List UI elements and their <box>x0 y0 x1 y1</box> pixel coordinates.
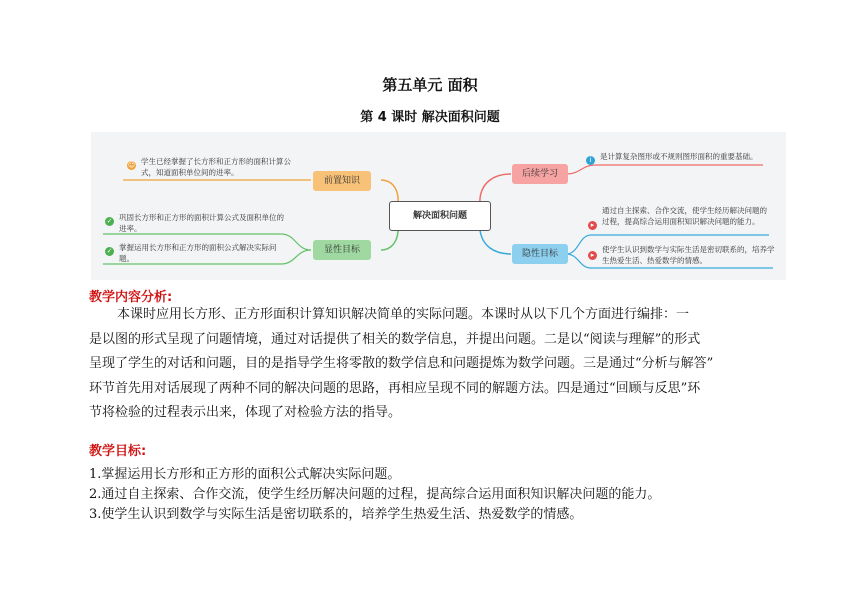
goal-item: 2.通过自主探索、合作交流，使学生经历解决问题的过程，提高综合运用面积知识解决问题的能力。 <box>89 487 661 502</box>
check-icon: ✓ <box>106 247 113 255</box>
branch-implicit-goal: 隐性目标 <box>512 244 568 264</box>
analysis-line: 呈现了学生的对话和问题，目的是指导学生将零散的数学信息和问题提炼为数学问题。三是通过“分析与解答” <box>89 356 714 371</box>
analysis-line: 本课时应用长方形、正方形面积计算知识解决简单的实际问题。本课时从以下几个方面进行编排：一 <box>117 307 690 322</box>
implicit-goal-text-1: 通过自主探索、合作交流，使学生经历解决问题的过程，提高综合运用面积知识解决问题的能力。 <box>602 206 767 226</box>
analysis-line: 节将检验的过程表示出来，体现了对检验方法的指导。 <box>89 405 402 420</box>
follow-up-text: 是计算复杂图形或不规则图形面积的重要基础。 <box>600 152 758 161</box>
smile-icon: ☺ <box>127 161 136 169</box>
flag-icon: ▸ <box>588 221 597 230</box>
explicit-goal-text-2: 掌握运用长方形和正方形的面积公式解决实际问题。 <box>119 243 277 263</box>
prior-knowledge-text: 学生已经掌握了长方形和正方形的面积计算公式，知道面积单位间的进率。 <box>141 157 291 177</box>
analysis-line: 环节首先用对话展现了两种不同的解决问题的思路，再相应呈现不同的解题方法。四是通过“回顾与反思”环 <box>89 380 701 396</box>
analysis-heading: 教学内容分析: <box>89 290 173 305</box>
branch-prior-knowledge: 前置知识 <box>313 171 371 191</box>
lesson-subtitle: 第 4 课时 解决面积问题 <box>360 110 500 125</box>
flag-icon: ▸ <box>588 251 597 260</box>
goal-item: 1.掌握运用长方形和正方形的面积公式解决实际问题。 <box>89 467 401 482</box>
info-icon: i <box>586 156 595 165</box>
mind-map <box>91 132 786 280</box>
implicit-goal-text-2: 使学生认识到数学与实际生活是密切联系的，培养学生热爱生活、热爱数学的情感。 <box>602 245 775 265</box>
analysis-line: 是以图的形式呈现了问题情境，通过对话提供了相关的数学信息，并提出问题。二是以“阅读与理解”的形式 <box>89 331 701 347</box>
page-title: 第五单元 面积 <box>382 76 478 94</box>
branch-explicit-goal: 显性目标 <box>313 240 371 260</box>
center-node: 解决面积问题 <box>389 201 491 231</box>
goals-heading: 教学目标: <box>89 444 147 459</box>
goal-item: 3.使学生认识到数学与实际生活是密切联系的，培养学生热爱生活、热爱数学的情感。 <box>89 507 583 522</box>
branch-follow-up: 后续学习 <box>512 164 568 184</box>
check-icon: ✓ <box>106 217 113 225</box>
analysis-paragraph <box>89 303 779 426</box>
explicit-goal-text-1: 巩固长方形和正方形的面积计算公式及面积单位的进率。 <box>119 213 284 233</box>
